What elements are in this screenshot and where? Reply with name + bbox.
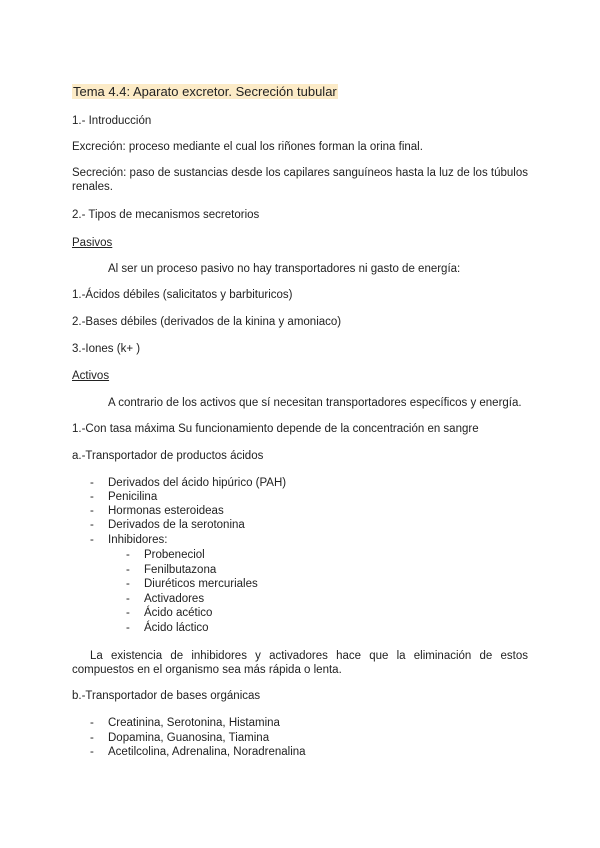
list-bullet: - [90,519,94,531]
list-bullet: - [90,505,94,517]
list-item: Derivados de la serotonina [108,519,245,531]
activos-label: Activos [72,370,110,382]
sublist-item: Diuréticos mercuriales [144,578,258,590]
list-bullet: - [90,491,94,503]
list-bullet: - [90,717,94,729]
pasivos-label: Pasivos [72,237,113,249]
sublist-bullet: - [126,564,130,576]
page-title [72,85,338,99]
list-item: Penicilina [108,491,158,503]
list-bullet: - [90,477,94,489]
inhibidores-note: La existencia de inhibidores y activadores hace que la eliminación de estos compuestos en el organismo sea más rápida o lenta. [72,650,528,676]
list-item: Creatinina, Serotonina, Histamina [108,717,280,729]
list-item: Dopamina, Guanosina, Tiamina [108,732,270,744]
secrecion-definition: Secreción: paso de sustancias desde los capilares sanguíneos hasta la luz de los túbulos renales. [72,167,528,193]
title-text: Tema 4.4: Aparato excretor. Secreción tubular [73,84,337,99]
sublist-bullet: - [126,549,130,561]
pasivos-item: 2.-Bases débiles (derivados de la kinina y amoniaco) [72,316,342,328]
pasivos-item: 3.-Iones (k+ ) [72,343,141,355]
sublist-item: Ácido acético [144,607,213,619]
sublist-bullet: - [126,593,130,605]
pasivos-item: 1.-Ácidos débiles (salicitatos y barbituricos) [72,289,293,301]
tipos-heading: 2.- Tipos de mecanismos secretorios [72,209,260,221]
sublist-item: Fenilbutazona [144,564,217,576]
sublist-bullet: - [126,622,130,634]
sublist-item: Probeneciol [144,549,205,561]
list-item: Derivados del ácido hipúrico (PAH) [108,477,287,489]
list-bullet: - [90,534,94,546]
acidos-heading: a.-Transportador de productos ácidos [72,450,264,462]
intro-heading: 1.- Introducción [72,115,152,127]
sublist-bullet: - [126,607,130,619]
sublist-item: Activadores [144,593,205,605]
bases-heading: b.-Transportador de bases orgánicas [72,690,261,702]
list-item: Hormonas esteroideas [108,505,224,517]
sublist-item: Ácido láctico [144,622,209,634]
list-item: Inhibidores: [108,534,168,546]
tasa-maxima-line: 1.-Con tasa máxima Su funcionamiento depende de la concentración en sangre [72,423,479,435]
activos-text: A contrario de los activos que sí necesitan transportadores específicos y energía. [108,397,522,409]
pasivos-text: Al ser un proceso pasivo no hay transportadores ni gasto de energía: [108,263,461,275]
sublist-bullet: - [126,578,130,590]
excrecion-definition: Excreción: proceso mediante el cual los riñones forman la orina final. [72,141,423,153]
list-bullet: - [90,732,94,744]
list-item: Acetilcolina, Adrenalina, Noradrenalina [108,746,306,758]
list-bullet: - [90,746,94,758]
